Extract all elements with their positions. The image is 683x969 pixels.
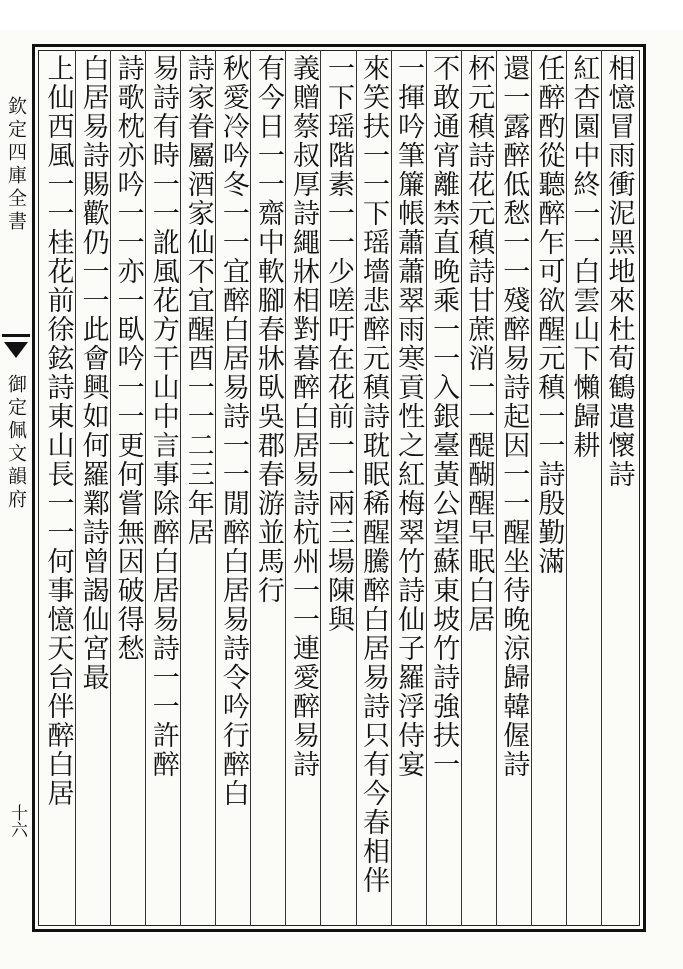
text-column bbox=[180, 54, 215, 922]
text-column bbox=[215, 54, 250, 922]
page-margin bbox=[0, 44, 32, 932]
column-text: 詩歌枕亦吟一一亦一臥吟一一更何嘗無因破得愁 bbox=[112, 54, 144, 663]
text-column bbox=[75, 54, 110, 922]
text-column bbox=[496, 54, 531, 922]
fishtail-mark-icon bbox=[4, 342, 28, 358]
column-text: 來笑扶一一下瑶墻悲醉元稹詩耽眠稀醒騰醉白居易詩只有今春相伴 bbox=[358, 54, 390, 895]
paper-top-edge bbox=[0, 0, 683, 30]
text-column bbox=[391, 54, 426, 922]
column-text: 秋愛冷吟冬一一宜醉白居易詩一一閒醉白居易詩令吟行醉白 bbox=[217, 54, 249, 808]
column-text: 杯元稹詩花元稹詩甘蔗消一一醍醐醒早眠白居 bbox=[463, 54, 495, 634]
column-text: 白居易詩賜歡仍一一此會興如何羅鄴詩曾謁仙宮最 bbox=[77, 54, 109, 692]
text-column bbox=[601, 54, 636, 922]
column-text: 義贈蔡叔厚詩繩牀相對暮醉白居易詩杭州一一連愛醉易詩 bbox=[287, 54, 319, 779]
column-text: 任醉酌從聽醉乍可欲醒元稹一一詩殷勤滿 bbox=[533, 54, 565, 576]
column-text: 一揮吟筆簾帳蕭蕭翠雨寒貢性之紅梅翠竹詩仙子羅浮侍宴 bbox=[393, 54, 425, 779]
column-text: 相憶冒雨衝泥黑地來杜荀鶴遣懷詩 bbox=[603, 54, 635, 489]
text-column bbox=[145, 54, 180, 922]
text-column bbox=[110, 54, 145, 922]
text-column bbox=[426, 54, 461, 922]
text-column bbox=[40, 54, 75, 922]
folio-number: 十六 bbox=[7, 804, 27, 838]
column-text: 詩家眷屬酒家仙不宜醒酉一一二三年居 bbox=[182, 54, 214, 547]
text-column bbox=[285, 54, 320, 922]
column-text: 上仙西風一一桂花前徐鉉詩東山長一一何事憶天台伴醉白居 bbox=[42, 54, 74, 808]
column-text: 還一露醉低愁一一殘醉易詩起因一一醒坐待晚涼歸韓偓詩 bbox=[498, 54, 530, 779]
volume-title-label: 御定佩文韻府 bbox=[5, 374, 27, 512]
text-column bbox=[356, 54, 391, 922]
text-column bbox=[320, 54, 355, 922]
column-text: 有今日一一齋中軟腳春牀臥吳郡春游並馬行 bbox=[252, 54, 284, 605]
text-column bbox=[566, 54, 601, 922]
text-column bbox=[461, 54, 496, 922]
margin-divider bbox=[2, 334, 30, 337]
book-title-label: 欽定四庫全書 bbox=[5, 96, 27, 234]
column-text: 紅杏園中終一一白雲山下懶歸耕 bbox=[568, 54, 600, 460]
column-text: 不敢通宵離禁直晚乘一一入銀臺黃公望蘇東坡竹詩強扶一 bbox=[428, 54, 460, 779]
text-column bbox=[531, 54, 566, 922]
column-text: 易詩有時一一訛風花方干山中言事除醉白居易詩一一許醉 bbox=[147, 54, 179, 779]
column-text: 一下瑶階素一一少嗟吁在花前一一兩三場陳與 bbox=[323, 54, 354, 634]
text-column bbox=[250, 54, 285, 922]
